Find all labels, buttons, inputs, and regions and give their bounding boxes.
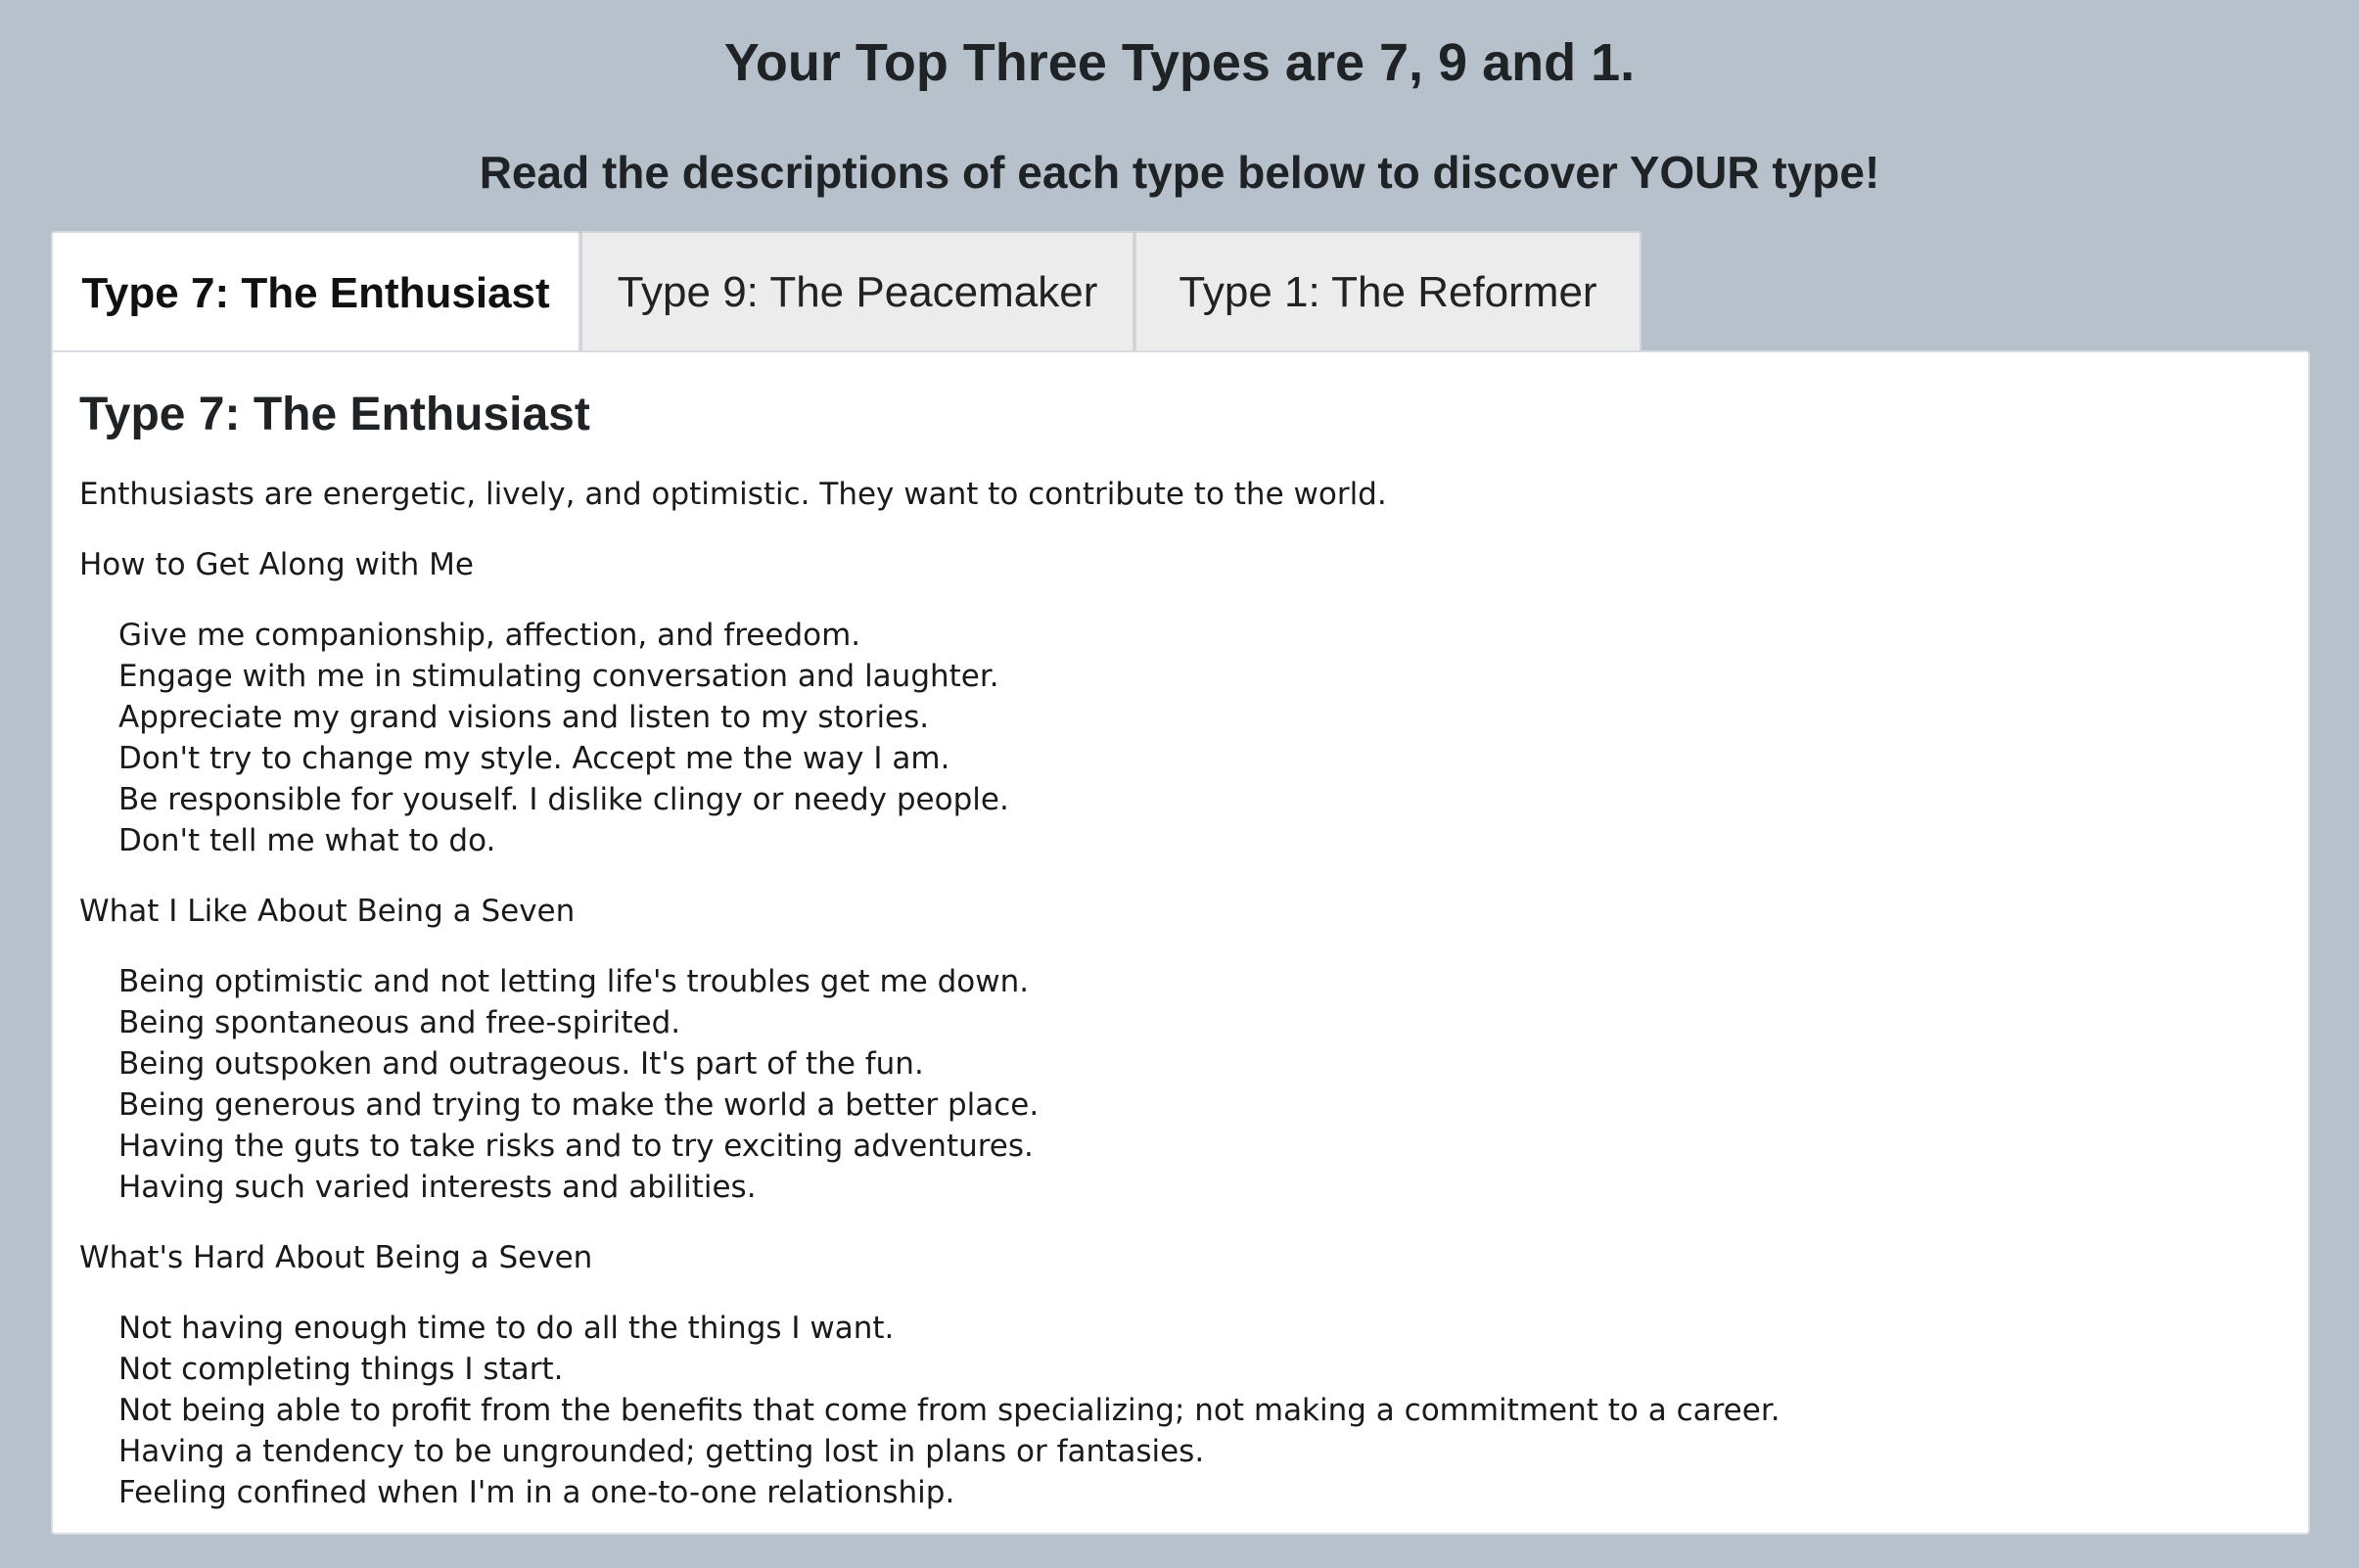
page-subtitle: Read the descriptions of each type below to discover YOUR type! xyxy=(479,147,1880,198)
list-item: Being spontaneous and free-spirited. xyxy=(118,1005,681,1040)
list-item: Being outspoken and outrageous. It's part of the fun. xyxy=(118,1046,924,1082)
list-item: Don't try to change my style. Accept me the way I am. xyxy=(118,741,950,776)
panel-title: Type 7: The Enthusiast xyxy=(79,389,590,440)
list-item: Being optimistic and not letting life's troubles get me down. xyxy=(118,964,1030,999)
type-tabs xyxy=(51,231,1642,352)
list-item: Having a tendency to be ungrounded; getting lost in plans or fantasies. xyxy=(118,1434,1205,1469)
list-item: Being generous and trying to make the world a better place. xyxy=(118,1087,1040,1123)
list-item: Not completing things I start. xyxy=(118,1352,564,1387)
tab-type-9[interactable]: Type 9: The Peacemaker xyxy=(580,231,1134,352)
list-item: Not being able to profit from the benefits that come from specializing; not making a commitment to a career. xyxy=(118,1393,1781,1428)
page-title: Your Top Three Types are 7, 9 and 1. xyxy=(723,33,1636,92)
section-label-hard: What's Hard About Being a Seven xyxy=(79,1240,593,1275)
list-item: Having the guts to take risks and to try exciting adventures. xyxy=(118,1129,1034,1164)
list-get-along xyxy=(79,615,2282,861)
tab-panel xyxy=(51,350,2310,1535)
list-item: Engage with me in stimulating conversation and laughter. xyxy=(118,659,999,694)
list-likes xyxy=(79,961,2282,1208)
list-item: Having such varied interests and abilities. xyxy=(118,1170,757,1205)
list-item: Be responsible for youself. I dislike clingy or needy people. xyxy=(118,782,1009,817)
list-hard xyxy=(79,1308,2282,1513)
list-item: Feeling confined when I'm in a one-to-one relationship. xyxy=(118,1475,955,1510)
tab-type-7[interactable]: Type 7: The Enthusiast xyxy=(51,231,580,354)
list-item: Appreciate my grand visions and listen to my stories. xyxy=(118,700,930,735)
list-item: Not having enough time to do all the things I want. xyxy=(118,1311,895,1346)
tab-type-1[interactable]: Type 1: The Reformer xyxy=(1134,231,1642,352)
section-label-get-along: How to Get Along with Me xyxy=(79,547,474,582)
section-label-likes: What I Like About Being a Seven xyxy=(79,894,576,929)
panel-intro: Enthusiasts are energetic, lively, and optimistic. They want to contribute to the world. xyxy=(79,477,1387,512)
list-item: Give me companionship, affection, and freedom. xyxy=(118,618,861,653)
list-item: Don't tell me what to do. xyxy=(118,823,496,858)
